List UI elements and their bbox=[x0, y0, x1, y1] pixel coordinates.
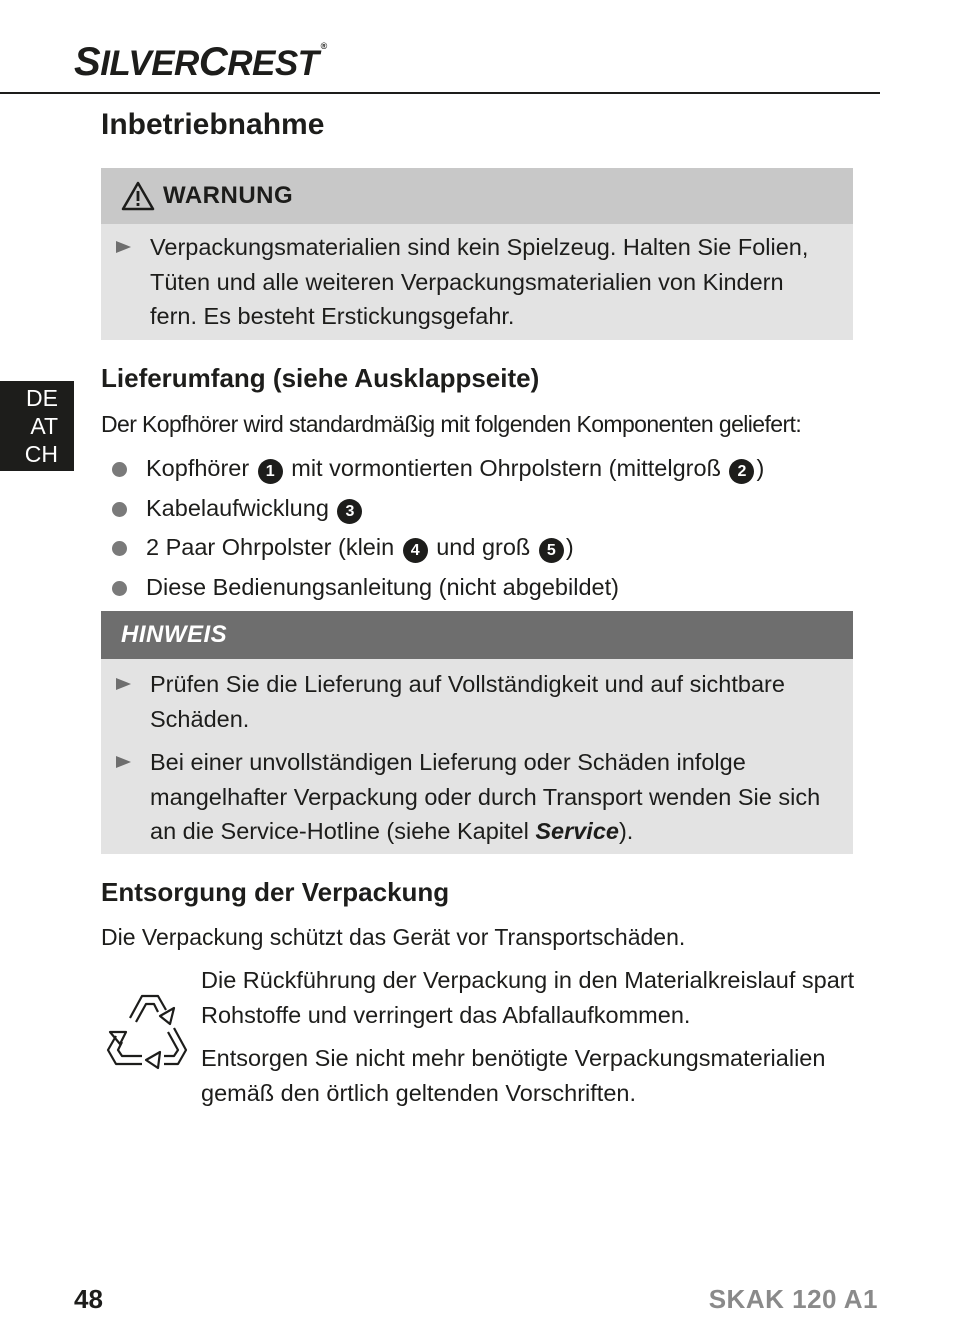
registered-mark: ® bbox=[320, 41, 327, 51]
model-name: SKAK 120 A1 bbox=[708, 1284, 878, 1314]
part-number-badge: 3 bbox=[337, 499, 362, 524]
hint-item bbox=[101, 745, 853, 849]
item-text: 2 Paar Ohrpolster (klein bbox=[146, 534, 401, 560]
hint-header bbox=[101, 611, 853, 659]
scope-intro: Der Kopfhörer wird standardmäßig mit folgenden Komponenten geliefert: bbox=[101, 411, 802, 437]
part-number-badge: 4 bbox=[403, 538, 428, 563]
arrow-icon bbox=[116, 241, 131, 253]
arrow-icon bbox=[116, 678, 131, 690]
item-text: und groß bbox=[429, 534, 537, 560]
page-number: 48 bbox=[74, 1284, 103, 1314]
recycle-icon bbox=[100, 984, 196, 1080]
chapter-reference: Service bbox=[535, 818, 619, 844]
list-item bbox=[101, 528, 764, 568]
disposal-paragraph: Die Rückführung der Verpackung in den Materialkreislauf spart Rohstoffe und verringert das Abfallaufkommen. bbox=[201, 967, 855, 1028]
section-title-disposal: Entsorgung der Verpackung bbox=[101, 877, 450, 907]
list-item bbox=[101, 568, 764, 608]
list-item bbox=[101, 449, 764, 489]
logo-text: REST bbox=[227, 44, 319, 83]
hint-item bbox=[101, 667, 853, 736]
arrow-icon bbox=[116, 756, 131, 768]
hint-box bbox=[101, 611, 853, 854]
disposal-paragraph: Entsorgen Sie nicht mehr benötigte Verpackungsmaterialien gemäß den örtlich geltenden Vorschriften. bbox=[201, 1045, 826, 1106]
warning-title: WARNUNG bbox=[163, 182, 294, 209]
header-rule bbox=[0, 92, 880, 94]
page-title: Inbetriebnahme bbox=[101, 108, 325, 141]
bullet-icon bbox=[112, 462, 127, 477]
item-text: Kabelaufwicklung bbox=[146, 494, 336, 521]
part-number-badge: 5 bbox=[539, 538, 564, 563]
logo-letter: S bbox=[74, 40, 101, 84]
language-tab bbox=[0, 381, 74, 471]
warning-box bbox=[101, 168, 853, 340]
warning-item bbox=[101, 230, 853, 334]
logo-letter: C bbox=[198, 40, 228, 84]
hint-text: Prüfen Sie die Lieferung auf Vollständigkeit und auf sichtbare Schäden. bbox=[150, 671, 785, 732]
item-text: Diese Bedienungsanleitung (nicht abgebildet) bbox=[146, 573, 619, 600]
hint-text: Bei einer unvollständigen Lieferung oder Schäden infolge mangelhafter Verpackung oder durch Transport wenden Sie sich an die Service-Hotline (siehe Kapitel bbox=[150, 749, 821, 844]
warning-text: Verpackungsmaterialien sind kein Spielzeug. Halten Sie Folien, Tüten und alle weiteren Verpackungsmaterialien von Kindern fern. Es besteht Erstickungsgefahr. bbox=[150, 234, 809, 329]
item-text: Kopfhörer bbox=[146, 455, 256, 481]
language-code: AT bbox=[30, 413, 58, 439]
language-code: DE bbox=[26, 385, 58, 411]
brand-logo bbox=[74, 42, 327, 82]
section-title-scope: Lieferumfang (siehe Ausklappseite) bbox=[101, 363, 540, 393]
bullet-icon bbox=[112, 502, 127, 517]
part-number-badge: 1 bbox=[258, 459, 283, 484]
hint-text: ). bbox=[618, 818, 634, 844]
scope-list bbox=[101, 449, 764, 607]
warning-header bbox=[101, 168, 853, 224]
list-item bbox=[101, 489, 764, 529]
bullet-icon bbox=[112, 541, 127, 556]
disposal-intro: Die Verpackung schützt das Gerät vor Transportschäden. bbox=[101, 924, 686, 950]
item-text: ) bbox=[565, 534, 574, 560]
item-text: ) bbox=[756, 455, 765, 481]
part-number-badge: 2 bbox=[729, 459, 754, 484]
warning-triangle-icon bbox=[121, 181, 155, 211]
item-text: mit vormontierten Ohrpolstern (mittelgroß bbox=[284, 455, 728, 481]
logo-text: ILVER bbox=[100, 44, 199, 83]
language-code: CH bbox=[24, 441, 58, 467]
bullet-icon bbox=[112, 581, 127, 596]
hint-title: HINWEIS bbox=[121, 621, 228, 648]
